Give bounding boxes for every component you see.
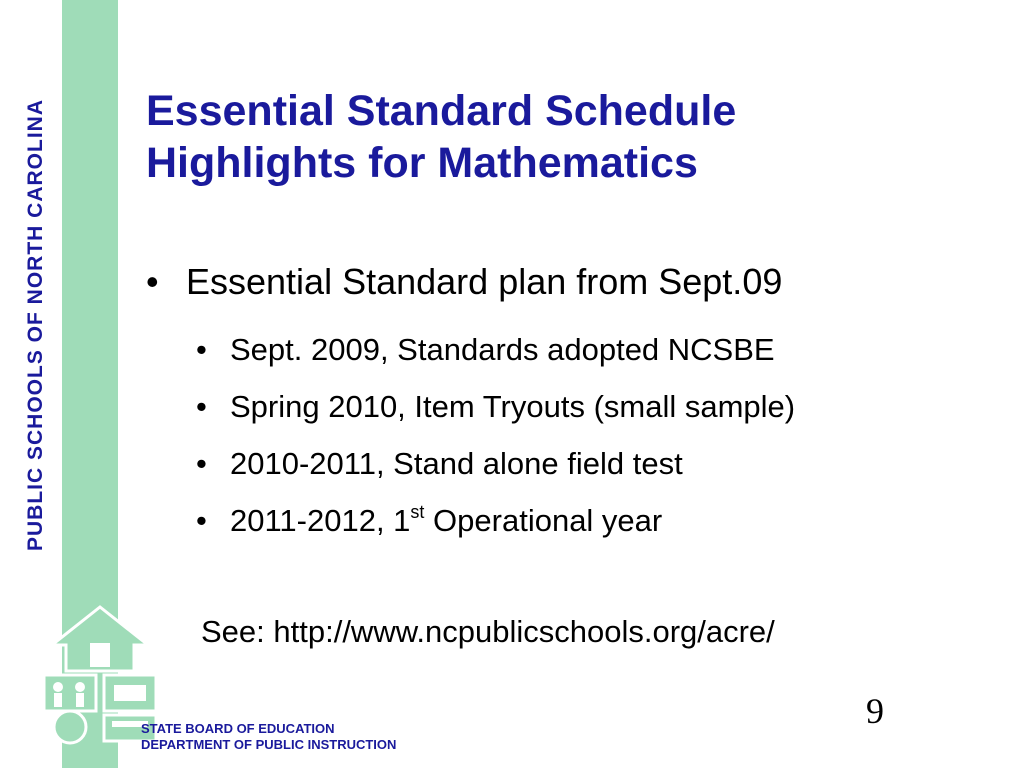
bullet-dot-icon: • [196,389,207,424]
page-number: 9 [866,691,884,731]
bullet-dot-icon: • [196,446,207,481]
bullet-dot-icon: • [146,261,159,302]
sub-bullet [196,444,795,501]
bullet-dot-icon: • [196,332,207,367]
main-bullet [146,261,782,303]
sub-bullet [196,387,795,444]
sidebar-vertical-title: PUBLIC SCHOOLS OF NORTH CAROLINA [24,99,47,551]
main-bullet-text: Essential Standard plan from Sept.09 [186,261,783,302]
sub-bullet [196,330,795,387]
sub-bullet [196,501,795,558]
reference-link-text: See: http://www.ncpublicschools.org/acre/ [201,614,775,649]
slide-title [146,86,736,189]
sub-bullet-text: Spring 2010, Item Tryouts (small sample) [230,389,796,424]
ordinal-superscript: st [410,502,425,522]
main-bullet-list [146,261,782,303]
slide-title-line-2: Highlights for Mathematics [146,138,698,187]
footer-line-1: STATE BOARD OF EDUCATION [141,721,335,736]
footer [141,721,396,753]
slide-title-line-1: Essential Standard Schedule [146,87,737,135]
sub-bullet-text: Sept. 2009, Standards adopted NCSBE [230,332,775,367]
sub-bullet-suffix: Operational year [424,503,663,538]
sub-bullet-list [196,330,795,558]
sub-bullet-prefix: 2011-2012, 1 [230,503,411,538]
sub-bullet-text: 2010-2011, Stand alone field test [230,446,683,481]
footer-line-2: DEPARTMENT OF PUBLIC INSTRUCTION [141,737,397,752]
bullet-dot-icon: • [196,503,207,538]
